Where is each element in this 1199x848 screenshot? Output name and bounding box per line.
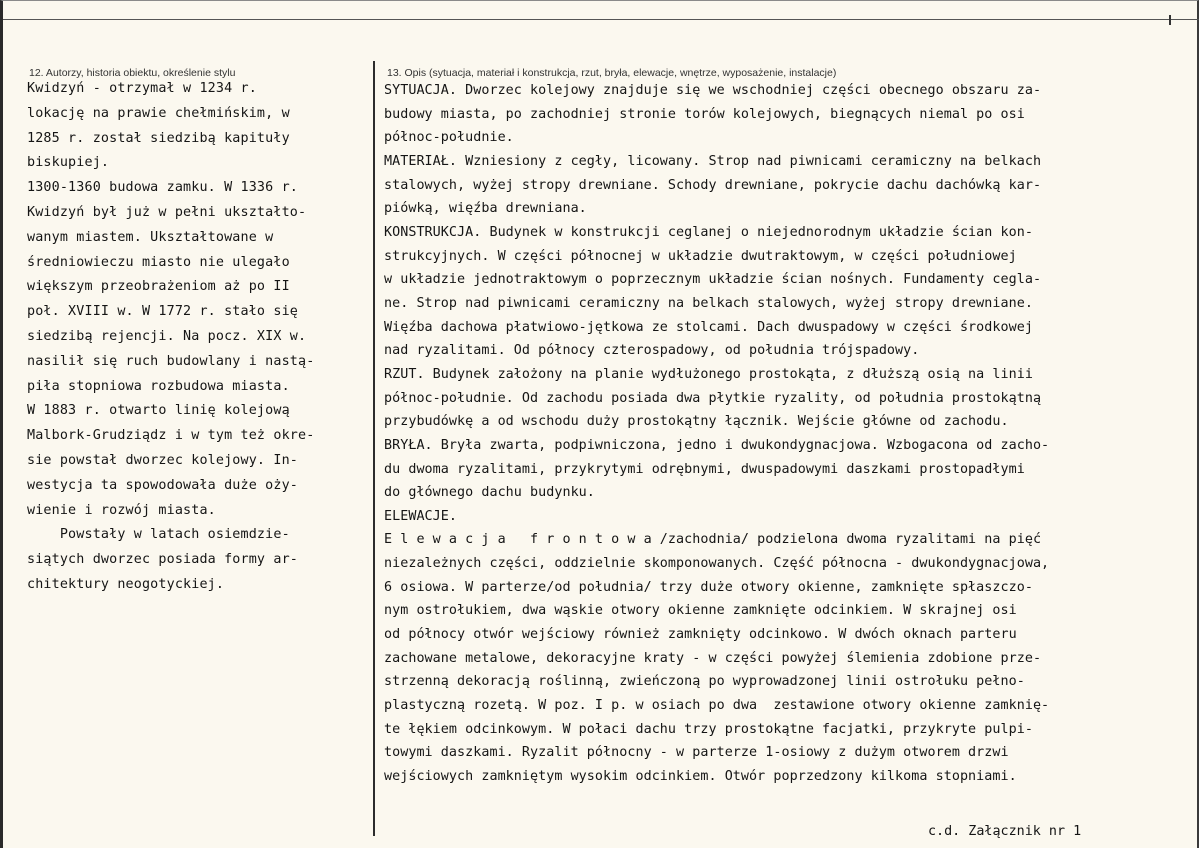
description-line: KONSTRUKCJA. Budynek w konstrukcji ceglanej o niejednorodnym układzie ścian kon- — [384, 224, 1033, 240]
description-line: budowy miasta, po zachodniej stronie torów kolejowych, biegnących niemal po osi — [384, 106, 1025, 122]
description-line: ELEWACJE. — [384, 508, 458, 524]
description-line: du dwoma ryzalitami, przykrytymi odrębnymi, dwuspadowymi daszkami prostopadłymi — [384, 461, 1025, 477]
description-line: RZUT. Budynek założony na planie wydłużonego prostokąta, z dłuższą osią na linii — [384, 366, 1033, 382]
history-line: Powstały w latach osiemdzie- — [27, 527, 290, 543]
history-line: Kwidzyń - otrzymał w 1234 r. — [27, 81, 257, 96]
description-line: północ-południe. Od zachodu posiada dwa płytkie ryzality, od południa prostokątną — [384, 390, 1042, 406]
corner-mark — [1169, 15, 1171, 25]
history-line: większym przeobrażeniom aż po II — [27, 279, 290, 295]
history-line: piła stopniowa rozbudowa miasta. — [27, 378, 290, 394]
description-line: 6 osiowa. W parterze/od południa/ trzy duże otwory okienne, zamknięte spłaszczo- — [384, 579, 1033, 595]
description-line: BRYŁA. Bryła zwarta, podpiwniczona, jedno i dwukondygnacjowa. Wzbogacona od zacho- — [384, 437, 1050, 453]
description-line: piówką, więźba drewniana. — [384, 201, 587, 217]
column-divider — [373, 61, 375, 836]
history-line: nasilił się ruch budowlany i nastą- — [27, 353, 315, 369]
history-line: Malbork-Grudziądz i w tym też okre- — [27, 428, 315, 444]
description-line: E l e w a c j a f r o n t o w a /zachodnia/ podzielona dwoma ryzalitami na pięć — [384, 532, 1042, 548]
description-line: plastyczną rozetą. W poz. I p. w osiach po dwa zestawione otwory okienne zamknię- — [384, 698, 1050, 714]
description-line: stalowych, wyżej stropy drewniane. Schody drewniane, pokrycie dachu dachówką kar- — [384, 177, 1042, 193]
description-line: w układzie jednotraktowym o poprzecznym układzie ścian nośnych. Fundamenty cegla- — [384, 272, 1042, 288]
description-line: ne. Strop nad piwnicami ceramiczny na belkach stalowych, wyżej stropy drewniane. — [384, 295, 1033, 311]
description-line: przybudówkę a od wschodu duży prostokątny łącznik. Wejście główne od zachodu. — [384, 414, 1009, 430]
description-line: do głównego dachu budynku. — [384, 485, 595, 501]
description-line: strukcyjnych. W części północnej w układzie dwutraktowym, w części południowej — [384, 248, 1017, 264]
history-line: Kwidzyń był już w pełni ukształto- — [27, 204, 307, 220]
right-section-header: 13. Opis (sytuacja, materiał i konstrukcja, rzut, bryła, elewacje, wnętrze, wyposażenie, instalacje) — [387, 67, 837, 79]
left-section-header: 12. Autorzy, historia obiektu, określenie stylu — [29, 67, 236, 79]
description-line: od północy otwór wejściowy również zamknięty odcinkowo. W dwóch oknach parteru — [384, 627, 1017, 643]
history-line: poł. XVIII w. W 1772 r. stało się — [27, 304, 298, 320]
description-line: zachowane metalowe, dekoracyjne kraty - w części powyżej ślemienia zdobione prze- — [384, 650, 1042, 666]
description-line: nad ryzalitami. Od północy czterospadowy, od południa trójspadowy. — [384, 343, 920, 359]
description-line: niezależnych części, oddzielnie skomponowanych. Część północna - dwukondygnacjowa, — [384, 556, 1050, 572]
description-line: nym ostrołukiem, dwa wąskie otwory okienne zamknięte odcinkiem. W skrajnej osi — [384, 603, 1017, 619]
history-line: 1285 r. został siedzibą kapituły — [27, 130, 290, 146]
description-line: północ-południe. — [384, 130, 514, 146]
description-line: SYTUACJA. Dworzec kolejowy znajduje się we wschodniej części obecnego obszaru za- — [384, 83, 1042, 98]
history-line: sie powstał dworzec kolejowy. In- — [27, 452, 298, 468]
history-line: westycja ta spowodowała duże oży- — [27, 477, 298, 493]
history-line: biskupiej. — [27, 155, 110, 171]
description-text — [384, 79, 1049, 789]
continuation-note: c.d. Załącznik nr 1 — [928, 824, 1082, 839]
description-line: wejściowych zamkniętym wysokim odcinkiem. Otwór poprzedzony kilkoma stopniami. — [384, 769, 1017, 785]
history-line: 1300-1360 budowa zamku. W 1336 r. — [27, 180, 298, 196]
description-line: te łękiem odcinkowym. W połaci dachu trzy prostokątne facjatki, przykryte pulpi- — [384, 721, 1033, 737]
history-line: W 1883 r. otwarto linię kolejową — [27, 403, 290, 419]
history-line: lokację na prawie chełmińskim, w — [27, 105, 290, 121]
history-line: wienie i rozwój miasta. — [27, 502, 216, 518]
description-line: towymi daszkami. Ryzalit północny - w parterze 1-osiowy z dużym otworem drzwi — [384, 745, 1009, 761]
description-line: MATERIAŁ. Wzniesiony z cegły, licowany. Strop nad piwnicami ceramiczny na belkach — [384, 153, 1042, 169]
history-line: siątych dworzec posiada formy ar- — [27, 552, 298, 568]
history-line: średniowieczu miasto nie ulegało — [27, 254, 290, 270]
history-line: siedzibą rejencji. Na pocz. XIX w. — [27, 328, 307, 344]
description-line: Więźba dachowa płatwiowo-jętkowa ze stolcami. Dach dwuspadowy w części środkowej — [384, 319, 1033, 335]
description-line: strzenną dekoracją roślinną, zwieńczoną po wyprowadzonej linii ostrołuku pełno- — [384, 674, 1025, 690]
history-text — [27, 77, 314, 598]
history-line: wanym miastem. Ukształtowane w — [27, 229, 274, 245]
top-rule — [3, 19, 1199, 20]
history-line: chitektury neogotyckiej. — [27, 576, 225, 592]
